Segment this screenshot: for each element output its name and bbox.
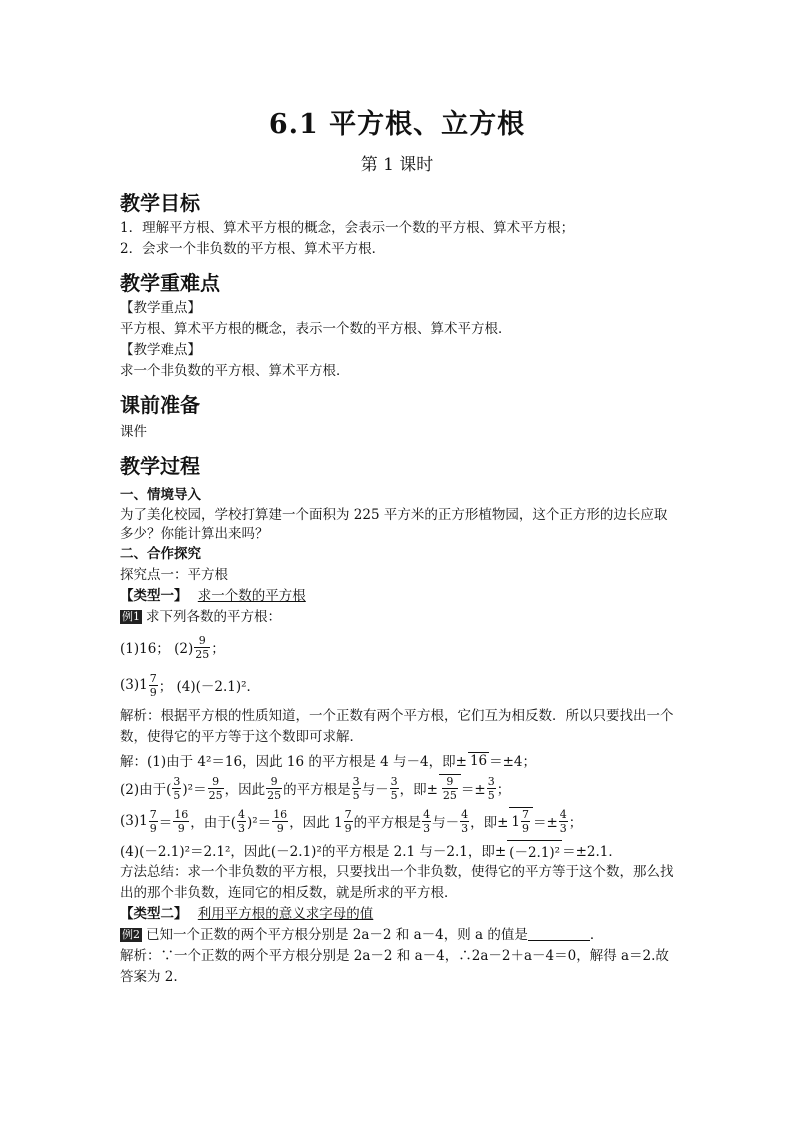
preparation-text: 课件 [120,424,147,440]
goal-item-2: 2．会求一个非负数的平方根、算术平方根． [120,241,386,257]
fraction-9-25: $\frac{9}{25}$ [195,633,210,661]
example1-line [120,607,680,628]
method-summary: 方法总结：求一个非负数的平方根，只要找出一个非负数，使得它的平方等于这个数，那么找出的那个非负数，连同它的相反数，就是所求的平方根． [120,864,674,901]
type2-label: 【类型二】 [120,906,188,922]
solution-3: (3)1 $\frac{7}{9}$ ＝ $\frac{16}{9}$ ，由于( $\frac{4}{3}$ )²＝ $\frac{16}{9}$ ，因此 1 $\frac{7}{9}$ 的平方根是 $\frac{4}{3}$ 与－ $\frac{4}{3}$ ，即± 1 $\frac{7}{9}$ ＝± $\frac{4}{3}$ ； [120,807,583,835]
fraction-7-9: $\frac{7}{9}$ [149,671,157,699]
key-difficult-heading: 教学重难点 [120,271,220,295]
example2-text: 已知一个正数的两个平方根分别是 2a－2 和 a－4，则 a 的值是 [146,927,528,943]
solution-1-text: 解：(1)由于 4²＝16，因此 16 的平方根是 4 与－4，即± [120,754,467,770]
example1-text: 求下列各数的平方根： [146,609,281,625]
example2-badge: 例2 [122,928,140,941]
preparation-heading: 课前准备 [120,393,200,417]
lesson-title: 6.1 平方根、立方根 [268,109,526,140]
intro-text: 为了美化校园，学校打算建一个面积为 225 平方米的正方形植物园，这个正方形的边长应取多少？你能计算出来吗？ [120,507,668,542]
question-1-2 [120,630,680,664]
sqrt-16: 16 [469,752,488,769]
difficult-point-text: 求一个非负数的平方根、算术平方根． [120,363,350,379]
solution-4-end: ＝±2.1． [562,844,622,860]
lesson-subtitle: 第 1 课时 [360,155,434,175]
intro-heading: 一、情境导入 [120,487,201,503]
difficult-point-label: 【教学难点】 [120,342,201,358]
solution-1 [120,748,680,772]
answer-blank[interactable] [528,927,590,941]
teaching-goals-heading: 教学目标 [120,191,200,215]
analysis-1: 解析：根据平方根的性质知道，一个正数有两个平方根，它们互为相反数．所以只要找出一个数，使得它的平方等于这个数即可求解． [120,708,674,745]
question-3-4-end: ； (4)(－2.1)²． [158,679,261,695]
teaching-process-heading: 教学过程 [120,454,200,478]
explore-point-1: 探究点一：平方根 [120,567,228,583]
solution-4 [120,838,680,862]
example1-badge: 例1 [122,610,140,623]
example2-line: 例2 已知一个正数的两个平方根分别是 2a－2 和 a－4，则 a 的值是 ． [122,927,604,943]
type1-title: 求一个数的平方根 [197,588,306,604]
lesson-body [120,186,680,988]
question-3-4 [120,668,680,702]
key-point-text: 平方根、算术平方根的概念，表示一个数的平方根、算术平方根． [120,321,512,337]
question-1-2-text: (1)16； (2) [120,641,194,657]
key-point-label: 【教学重点】 [120,300,201,316]
type2-title: 利用平方根的意义求字母的值 [197,906,374,922]
type1-label: 【类型一】 [120,588,188,604]
explore-heading: 二、合作探究 [120,546,201,562]
question-2-end: ； [211,641,225,657]
type2-line [120,904,680,925]
solution-2: (2)由于( $\frac{3}{5}$ )²＝ $\frac{9}{25}$ ，因此 $\frac{9}{25}$ 的平方根是 $\frac{3}{5}$ 与－ $\frac{3}{5}$ ，即± $\frac{9}{25}$ ＝± $\frac{3}{5}$ ； [120,774,511,802]
type1-line [120,586,680,607]
question-3-text: (3)1 [120,677,148,693]
analysis-2: 解析：∵一个正数的两个平方根分别是 2a－2 和 a－4，∴2a－2＋a－4＝0，解得 a＝2.故答案为 2. [120,948,669,985]
goal-item-1: 1．理解平方根、算术平方根的概念，会表示一个数的平方根、算术平方根； [120,220,575,236]
sqrt-neg-2-1-sq: (－2.1)² [507,840,562,861]
solution-4-text: (4)(－2.1)²＝2.1²，因此(－2.1)²的平方根是 2.1 与－2.1，即± [120,844,507,860]
solution-1-end: ＝±4； [489,754,537,770]
